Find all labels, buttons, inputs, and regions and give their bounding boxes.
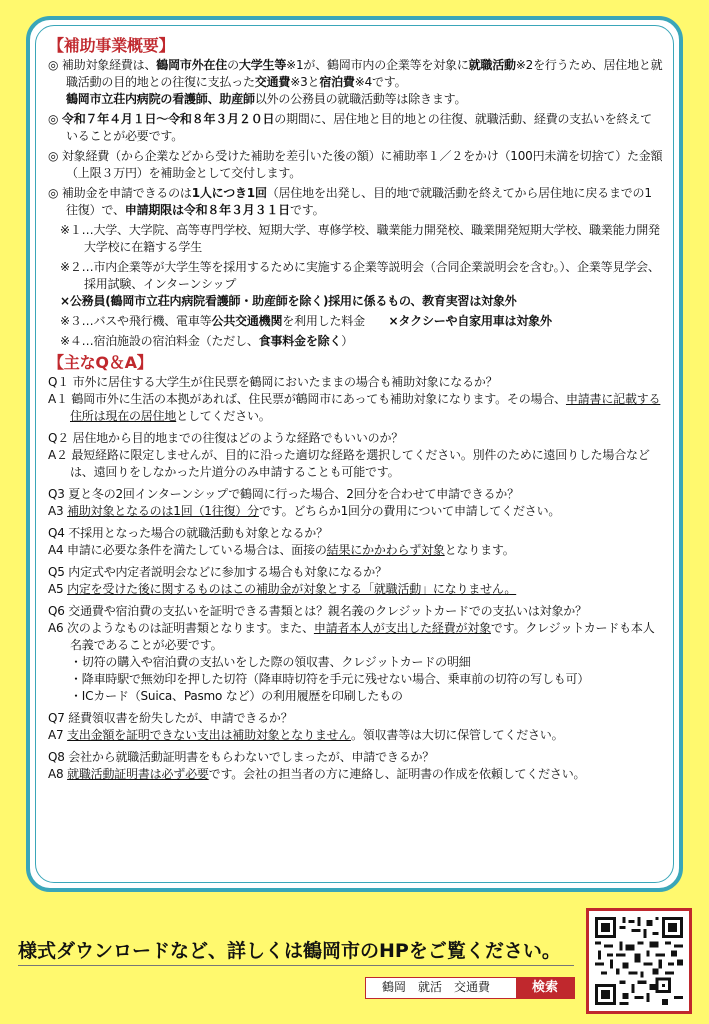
search-box[interactable] <box>365 977 575 999</box>
note-3: ※３…バスや飛行機、電車等公共交通機関を利用した料金 ×タクシーや自家用車は対象外 <box>60 314 552 328</box>
note-2-exclusion: ×公務員(鶴岡市立荘内病院看護師・助産師を除く)採用に係るもの、教育実習は対象外 <box>60 294 517 308</box>
answer-1: A１ 鶴岡市外に生活の本拠があれば、住民票が鶴岡市にあっても補助対象になります。その場合、申請書に記載する住所は現在の居住地としてください。 <box>48 392 661 423</box>
note-2: ※２…市内企業等が大学生等を採用するために実施する企業等説明会（合同企業説明会を含む。）、企業等見学会、採用試験、インターンシップ <box>60 260 660 291</box>
question-4: Q4 不採用となった場合の就職活動も対象となるか？ <box>48 526 328 540</box>
note-4: ※４…宿泊施設の宿泊料金（ただし、食事料金を除く） <box>60 334 354 348</box>
summary-para-3: ◎ 対象経費（から企業などから受けた補助を差引いた後の額）に補助率１／２をかけ（100円未満を切捨て）た金額（上限３万円）を補助金として交付します。 <box>48 149 663 180</box>
answer-6-item-2: ・降車時駅で無効印を押した切符（降車時切符を手元に残せない場合、乗車前の切符の写しも可） <box>70 672 590 686</box>
answer-6-item-3: ・ICカード（Suica、Pasmo など）の利用履歴を印刷したもの <box>70 689 403 703</box>
summary-para-1: ◎ 補助対象経費は、鶴岡市外在住の大学生等※1が、鶴岡市内の企業等を対象に就職活動※2を行うため、居住地と就職活動の目的地との往復に支払った交通費※3と宿泊費※4です。 鶴岡市立荘内病院の看護師、助産師以外の公務員の就職活動等は除きます。 <box>48 58 663 106</box>
answer-4: A4 申請に必要な条件を満たしている場合は、面接の結果にかかわらず対象となります。 <box>48 543 515 557</box>
search-button[interactable]: 検索 <box>516 978 574 998</box>
answer-6: A6 次のようなものは証明書類となります。また、申請者本人が支出した経費が対象です。クレジットカードも本人名義であることが必要です。 <box>48 621 655 652</box>
answer-6-item-1: ・切符の購入や宿泊費の支払いをした際の領収書、クレジットカードの明細 <box>70 655 471 669</box>
footer-divider <box>18 965 574 966</box>
qr-code[interactable] <box>586 908 692 1014</box>
answer-7: A7 支出金額を証明できない支出は補助対象となりません。領収書等は大切に保管してください。 <box>48 728 564 742</box>
question-6: Q6 交通費や宿泊費の支払いを証明できる書類とは？親名義のクレジットカードでの支払いは対象か？ <box>48 604 587 618</box>
footer-title: 様式ダウンロードなど、詳しくは鶴岡市のHPをご覧ください。 <box>18 940 561 962</box>
question-3: Q3 夏と冬の2回インターンシップで鶴岡に行った場合、2回分を合わせて申請できるか？ <box>48 487 519 501</box>
answer-5: A5 内定を受けた後に関するものはこの補助金が対象とする「就職活動」になりません。 <box>48 582 517 596</box>
search-query-text[interactable]: 鶴岡 就活 交通費 <box>382 980 491 994</box>
main-content <box>48 36 663 783</box>
qa-heading: 【主なQ＆A】 <box>48 353 153 372</box>
question-8: Q8 会社から就職活動証明書をもらわないでしまったが、申請できるか？ <box>48 750 435 764</box>
question-5: Q5 内定式や内定者説明会などに参加する場合も対象になるか？ <box>48 565 387 579</box>
answer-2: A２ 最短経路に限定しませんが、目的に沿った適切な経路を選択してください。別件のために遠回りした場合などは、遠回りをしなかった片道分のみ申請することも可能です。 <box>48 448 650 479</box>
question-7: Q7 経費領収書を紛失したが、申請できるか？ <box>48 711 293 725</box>
summary-heading: 【補助事業概要】 <box>48 36 175 55</box>
summary-para-2: ◎ 令和７年４月１日〜令和８年３月２０日の期間に、居住地と目的地との往復、就職活動、経費の支払いを終えていることが必要です。 <box>48 112 652 143</box>
answer-8: A8 就職活動証明書は必ず必要です。会社の担当者の方に連絡し、証明書の作成を依頼してください。 <box>48 767 586 781</box>
note-1: ※１…大学、大学院、高等専門学校、短期大学、専修学校、職業能力開発校、職業開発短期大学校、職業能力開発大学校に在籍する学生 <box>60 223 660 254</box>
answer-3: A3 補助対象となるのは1回（1往復）分です。どちらか1回分の費用について申請してください。 <box>48 504 561 518</box>
question-2: Q２ 居住地から目的地までの往復はどのような経路でもいいのか？ <box>48 431 404 445</box>
qr-code-icon <box>595 917 683 1005</box>
question-1: Q１ 市外に居住する大学生が住民票を鶴岡においたままの場合も補助対象になるか？ <box>48 375 498 389</box>
summary-para-4: ◎ 補助金を申請できるのは1人につき1回（居住地を出発し、目的地で就職活動を終えてから居住地に戻るまでの1往復）で、申請期限は令和８年３月３１日です。 <box>48 186 652 217</box>
